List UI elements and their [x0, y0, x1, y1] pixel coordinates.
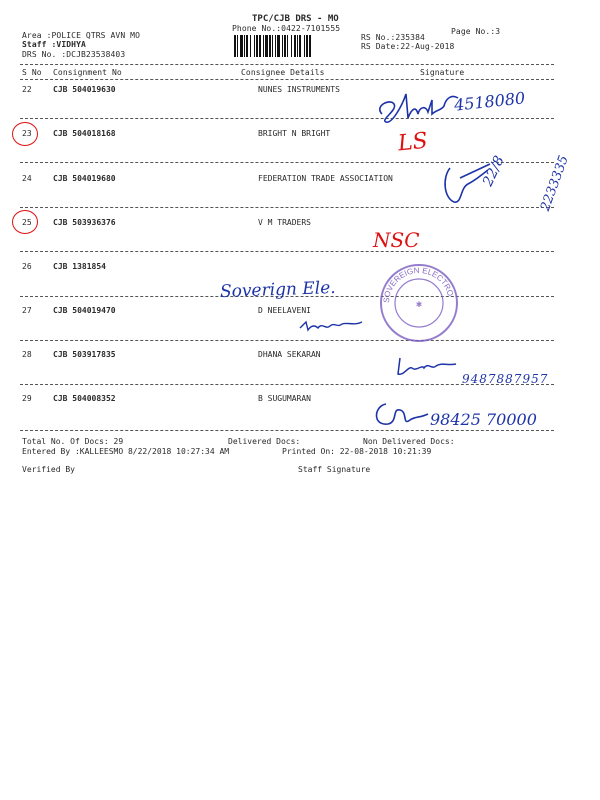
row-sno: 29	[22, 394, 32, 403]
handwritten-date: 22/8	[480, 153, 508, 189]
row-consignment: CJB 504018168	[53, 129, 116, 138]
delivered-docs: Delivered Docs:	[228, 437, 301, 446]
staff-label: Staff :VIDHYA	[22, 40, 86, 49]
col-consignment: Consignment No	[53, 68, 122, 77]
svg-text:✱: ✱	[415, 299, 423, 310]
staff-signature: Staff Signature	[298, 465, 371, 474]
signature-row28	[394, 352, 464, 378]
red-circle-mark	[12, 210, 38, 234]
verified-by: Verified By	[22, 465, 75, 474]
non-delivered-docs: Non Delivered Docs:	[363, 437, 455, 446]
row-sno: 27	[22, 306, 32, 315]
document-title: TPC/CJB DRS - MO	[252, 14, 339, 24]
area-label: Area :POLICE QTRS AVN MO	[22, 31, 140, 40]
page-number: Page No.:3	[451, 27, 501, 36]
handwritten-name: Soverign Ele.	[219, 277, 336, 303]
divider	[20, 251, 554, 252]
drs-number: DRS No. :DCJB23538403	[22, 50, 126, 59]
row-sno: 22	[22, 85, 32, 94]
row-sno: 28	[22, 350, 32, 359]
entered-by: Entered By :KALLEESMO 8/22/2018 10:27:34 AM	[22, 447, 230, 456]
handwritten-phone: 98425 70000	[430, 410, 537, 429]
row-consignee: D NEELAVENI	[258, 306, 311, 315]
row-consignment: CJB 503917835	[53, 350, 116, 359]
printed-on: Printed On: 22-08-2018 10:21:39	[282, 447, 432, 456]
rs-number: RS No.:235384	[361, 33, 425, 42]
row-consignment: CJB 503936376	[53, 218, 116, 227]
total-docs: Total No. Of Docs: 29	[22, 437, 124, 446]
row-consignee: B SUGUMARAN	[258, 394, 311, 403]
divider	[20, 79, 554, 80]
handwritten-note: NSC	[373, 228, 420, 252]
row-sno: 25	[22, 218, 32, 227]
handwritten-phone: 9487887957	[462, 372, 549, 386]
divider	[20, 430, 554, 431]
row-sno: 26	[22, 262, 32, 271]
row-consignment: CJB 504019680	[53, 174, 116, 183]
col-consignee: Consignee Details	[241, 68, 325, 77]
divider	[20, 64, 554, 65]
barcode	[233, 35, 351, 57]
company-stamp	[378, 262, 460, 344]
row-consignment: CJB 504008352	[53, 394, 116, 403]
row-consignee: NUNES INSTRUMENTS	[258, 85, 340, 94]
row-sno: 24	[22, 174, 32, 183]
col-signature: Signature	[420, 68, 465, 77]
row-consignee: BRIGHT N BRIGHT	[258, 129, 331, 138]
handwritten-number: 4518080	[453, 88, 527, 115]
signature-row27	[296, 316, 368, 336]
handwritten-number: 2233335	[538, 153, 572, 214]
svg-text:SOVEREIGN ELECTRO: SOVEREIGN ELECTRO	[381, 265, 456, 304]
row-consignee: DHANA SEKARAN	[258, 350, 321, 359]
signature-row29	[372, 400, 432, 430]
row-consignee: V M TRADERS	[258, 218, 311, 227]
col-sno: S No	[22, 68, 42, 77]
divider	[20, 340, 554, 341]
rs-date: RS Date:22-Aug-2018	[361, 42, 455, 51]
row-consignment: CJB 504019470	[53, 306, 116, 315]
row-consignment: CJB 504019630	[53, 85, 116, 94]
row-sno: 23	[22, 129, 32, 138]
phone-number: Phone No.:0422-7101555	[232, 24, 341, 33]
red-circle-mark	[12, 122, 38, 146]
handwritten-initials: LS	[396, 128, 429, 157]
row-consignee: FEDERATION TRADE ASSOCIATION	[258, 174, 393, 183]
row-consignment: CJB 1381854	[53, 262, 106, 271]
